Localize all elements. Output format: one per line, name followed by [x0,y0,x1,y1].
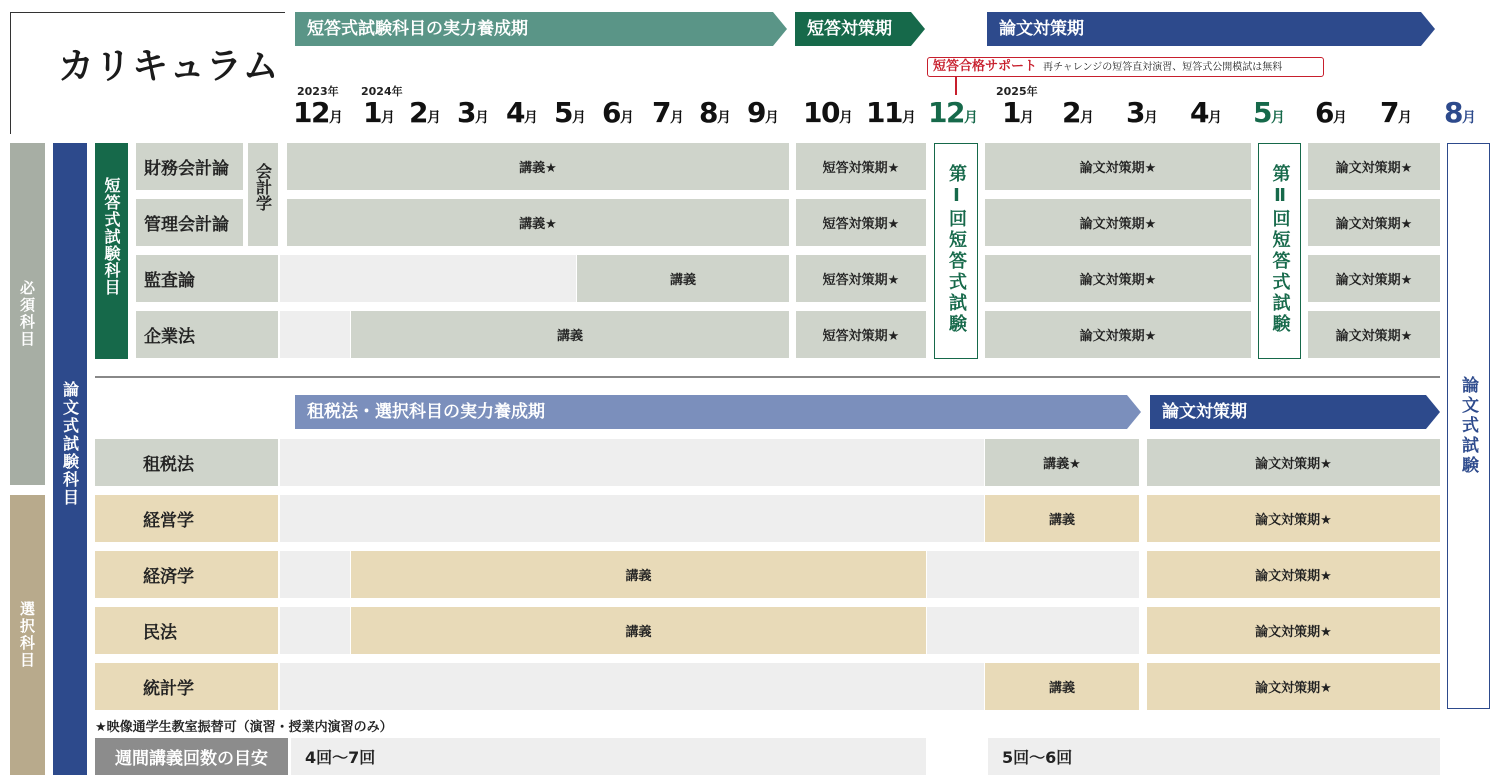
short-prep-cell: 短答対策期★ [796,255,926,302]
subject-financial-accounting: 財務会計論 [136,143,243,190]
subject-economics: 経済学 [95,551,278,598]
month-unit: 月 [571,110,586,126]
month-unit: 月 [380,110,395,126]
lecture-cell: 講義★ [287,199,789,246]
accounting-label: 会計学 [253,163,273,211]
frame-line-top [10,12,285,14]
lecture-cell: 講義 [351,311,789,358]
month-unit: 月 [474,110,489,126]
month-number: 12 [928,96,964,129]
phase-label-3: 論文対策期 [999,19,1084,39]
month-number: 10 [803,96,839,129]
essay-prep-cell: 論文対策期★ [985,199,1251,246]
essay-prep-cell: 論文対策期★ [1147,663,1440,710]
first-short-exam-label: 第Ⅰ回短答式試験 [946,164,967,335]
month-unit: 月 [716,110,731,126]
month-label [405,96,445,136]
subject-business: 経営学 [95,495,278,542]
short-subjects-label: 短答式試験科目 [102,177,121,296]
month-unit: 月 [523,110,538,126]
essay-prep-cell: 論文対策期★ [1308,199,1440,246]
month-unit: 月 [764,110,779,126]
weekly-lecture-label: 週間講義回数の目安 [95,738,288,775]
month-number: 6 [602,96,620,129]
month-number: 6 [1315,96,1333,129]
empty-cell [280,311,350,358]
month-number: 2 [409,96,427,129]
empty-cell [280,663,984,710]
month-number: 12 [293,96,329,129]
month-label [1122,96,1162,136]
month-number: 4 [1190,96,1208,129]
empty-cell [280,495,984,542]
subject-civil-law: 民法 [95,607,278,654]
essay-prep-cell: 論文対策期★ [1147,439,1440,486]
support-pointer [955,77,957,95]
short-prep-cell: 短答対策期★ [796,143,926,190]
year-label: 2025年 [996,85,1038,98]
month-label [866,96,914,136]
month-label [1186,96,1226,136]
month-label [453,96,493,136]
month-unit: 月 [669,110,684,126]
month-label [1058,96,1098,136]
month-label [1440,96,1480,136]
phase-label-1: 短答式試験科目の実力養成期 [307,19,528,39]
month-label [502,96,542,136]
lecture-cell: 講義 [351,551,926,598]
month-number: 4 [506,96,524,129]
month-number: 1 [1002,96,1020,129]
lecture-cell: 講義★ [287,143,789,190]
month-number: 5 [1253,96,1271,129]
essay-prep-cell: 論文対策期★ [1308,143,1440,190]
empty-cell [927,551,1139,598]
month-unit: 月 [901,110,916,126]
subject-tax-law: 租税法 [95,439,278,486]
essay-subjects-label: 論文式試験科目 [60,381,80,507]
month-unit: 月 [1397,110,1412,126]
empty-cell [280,255,576,302]
empty-cell [280,439,984,486]
month-unit: 月 [1019,110,1034,126]
empty-cell [927,607,1139,654]
month-number: 8 [1444,96,1462,129]
first-short-exam [934,143,978,359]
subject-statistics: 統計学 [95,663,278,710]
month-unit: 月 [328,110,343,126]
essay-exam [1447,143,1490,709]
phase-label-4: 租税法・選択科目の実力養成期 [307,402,545,422]
essay-subjects-bar [53,143,87,775]
essay-prep-cell: 論文対策期★ [1308,255,1440,302]
month-number: 7 [652,96,670,129]
frame-line-left [10,12,12,134]
essay-prep-cell: 論文対策期★ [985,255,1251,302]
month-number: 8 [699,96,717,129]
month-unit: 月 [963,110,978,126]
elective-subjects-label: 選択科目 [18,601,36,669]
month-unit: 月 [426,110,441,126]
support-detail: 再チャレンジの短答直対演習、短答式公開模試は無料 [1043,62,1283,73]
lecture-cell: 講義 [351,607,926,654]
month-label [998,96,1038,136]
essay-exam-label: 論文式試験 [1458,376,1478,476]
month-label [359,96,399,136]
essay-prep-cell: 論文対策期★ [1147,551,1440,598]
support-callout [927,57,1324,77]
support-label: 短答合格サポート [933,59,1038,74]
month-label [695,96,735,136]
month-label [800,96,856,136]
month-label [598,96,638,136]
short-subjects-bar [95,143,128,359]
month-unit: 月 [619,110,634,126]
lecture-cell: 講義 [577,255,789,302]
short-prep-cell: 短答対策期★ [796,311,926,358]
lecture-cell: 講義 [985,495,1139,542]
page-title: カリキュラム [58,46,280,87]
lecture-cell: 講義★ [985,439,1139,486]
year-label: 2023年 [297,85,339,98]
month-unit: 月 [1143,110,1158,126]
weekly-lecture-count: 4回～7回 [291,738,926,775]
month-label [1249,96,1289,136]
month-unit: 月 [1461,110,1476,126]
essay-prep-cell: 論文対策期★ [1147,607,1440,654]
subject-corporate-law: 企業法 [136,311,278,358]
phase-label-5: 論文対策期 [1162,402,1247,422]
weekly-lecture-count: 5回～6回 [988,738,1440,775]
month-unit: 月 [1207,110,1222,126]
second-short-exam-label: 第Ⅱ回短答式試験 [1269,164,1291,335]
footnote: ★映像通学生教室振替可（演習・授業内演習のみ） [95,720,393,735]
month-unit: 月 [1079,110,1094,126]
month-label [648,96,688,136]
empty-cell [280,607,350,654]
month-label [927,96,979,136]
month-label [743,96,783,136]
month-number: 3 [457,96,475,129]
year-label: 2024年 [361,85,403,98]
subject-audit: 監査論 [136,255,278,302]
subject-management-accounting: 管理会計論 [136,199,243,246]
empty-cell [280,551,350,598]
accounting-group [248,143,278,246]
required-subjects-label: 必須科目 [18,280,36,348]
lecture-cell: 講義 [985,663,1139,710]
second-short-exam [1258,143,1301,359]
month-label [550,96,590,136]
month-number: 11 [866,96,902,129]
month-label [292,96,344,136]
essay-prep-cell: 論文対策期★ [985,311,1251,358]
month-number: 7 [1380,96,1398,129]
month-number: 1 [363,96,381,129]
month-number: 5 [554,96,572,129]
month-unit: 月 [838,110,853,126]
required-subjects-bar [10,143,45,485]
month-number: 2 [1062,96,1080,129]
month-unit: 月 [1332,110,1347,126]
month-number: 9 [747,96,765,129]
short-prep-cell: 短答対策期★ [796,199,926,246]
month-unit: 月 [1270,110,1285,126]
essay-prep-cell: 論文対策期★ [1147,495,1440,542]
elective-subjects-bar [10,495,45,775]
phase-label-2: 短答対策期 [807,19,892,39]
essay-prep-cell: 論文対策期★ [985,143,1251,190]
month-number: 3 [1126,96,1144,129]
essay-prep-cell: 論文対策期★ [1308,311,1440,358]
month-label [1311,96,1351,136]
section-divider [95,376,1440,378]
month-label [1376,96,1416,136]
